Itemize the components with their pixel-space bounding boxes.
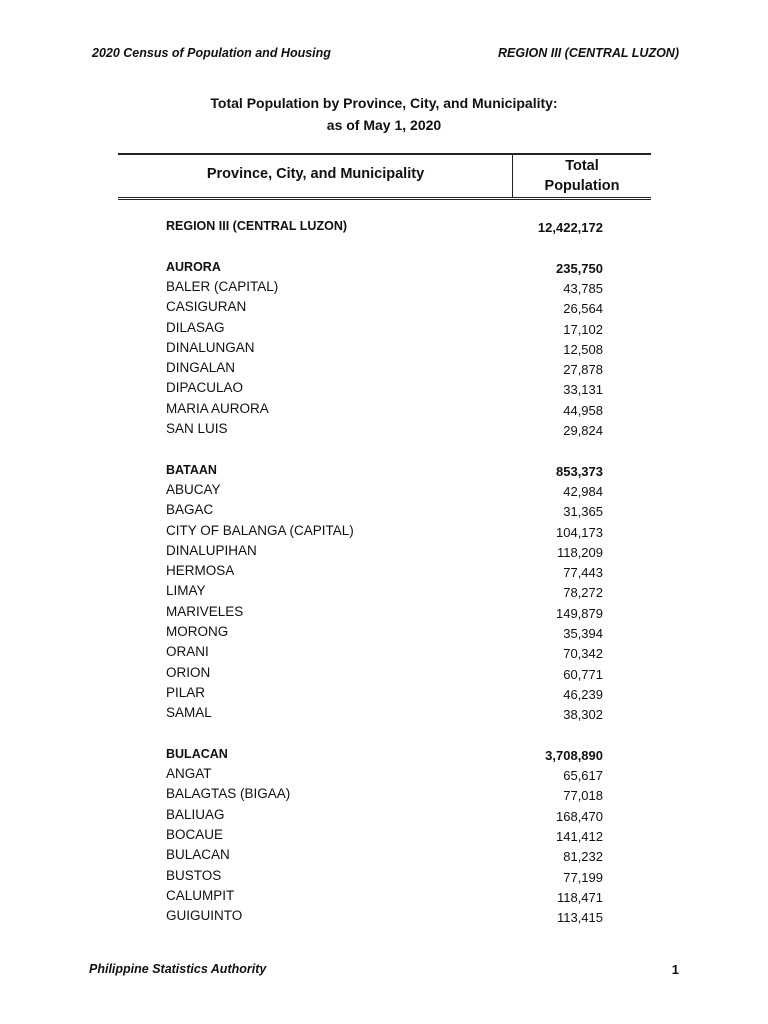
running-header-left: 2020 Census of Population and Housing — [92, 46, 331, 60]
area-name: DIPACULAO — [166, 380, 244, 396]
area-name: GUIGUINTO — [166, 908, 243, 924]
population-value: 42,984 — [563, 483, 603, 499]
area-name: CITY OF BALANGA (CAPITAL) — [166, 522, 354, 538]
population-value: 33,131 — [563, 382, 603, 398]
municipality-row — [166, 807, 603, 825]
municipality-row — [166, 360, 603, 378]
column-header-population-line2: Population — [544, 178, 620, 194]
municipality-row — [166, 401, 603, 419]
province-row — [166, 259, 603, 277]
municipality-row — [166, 685, 603, 703]
column-header-population — [513, 156, 651, 196]
area-name: ORANI — [166, 644, 209, 660]
table-subtitle: as of May 1, 2020 — [326, 117, 442, 133]
area-name: BATAAN — [166, 462, 217, 477]
area-name: CASIGURAN — [166, 299, 247, 315]
area-name: SAMAL — [166, 705, 212, 721]
municipality-row — [166, 380, 603, 398]
municipality-row — [166, 705, 603, 723]
population-value: 77,199 — [563, 869, 603, 885]
area-name: DINGALAN — [166, 360, 236, 376]
municipality-row — [166, 583, 603, 601]
municipality-row — [166, 563, 603, 581]
municipality-row — [166, 320, 603, 338]
population-value: 104,173 — [556, 524, 603, 540]
population-value: 65,617 — [563, 768, 603, 784]
population-value: 70,342 — [563, 646, 603, 662]
municipality-row — [166, 523, 603, 541]
area-name: CALUMPIT — [166, 887, 235, 903]
area-name: DILASAG — [166, 319, 225, 335]
population-value: 38,302 — [563, 707, 603, 723]
population-value: 168,470 — [556, 808, 603, 824]
area-name: BUSTOS — [166, 867, 222, 883]
municipality-row — [166, 299, 603, 317]
population-value: 118,471 — [556, 889, 603, 905]
municipality-row — [166, 502, 603, 520]
municipality-row — [166, 888, 603, 906]
population-value: 78,272 — [563, 585, 603, 601]
population-value: 81,232 — [563, 849, 603, 865]
municipality-row — [166, 766, 603, 784]
municipality-row — [166, 421, 603, 439]
area-name: SAN LUIS — [166, 421, 228, 436]
area-name: PILAR — [166, 684, 206, 700]
area-name: ORION — [166, 664, 211, 680]
area-name: BALER (CAPITAL) — [166, 278, 279, 294]
population-value: 43,785 — [563, 280, 603, 296]
area-name: REGION III (CENTRAL LUZON) — [166, 219, 348, 233]
footer-agency: Philippine Statistics Authority — [89, 962, 267, 976]
column-header-population-line1: Total — [565, 158, 599, 174]
population-value: 60,771 — [563, 666, 603, 682]
area-name: HERMOSA — [166, 563, 235, 579]
region-total-row — [166, 218, 603, 236]
area-name: DINALUPIHAN — [166, 542, 257, 558]
area-name: LIMAY — [166, 583, 206, 599]
population-value: 29,824 — [563, 423, 603, 438]
population-value: 35,394 — [563, 626, 603, 641]
area-name: MORONG — [166, 624, 229, 639]
population-value: 31,365 — [563, 504, 603, 520]
municipality-row — [166, 624, 603, 642]
province-row — [166, 746, 603, 764]
table-header — [118, 153, 651, 200]
municipality-row — [166, 543, 603, 561]
population-value: 17,102 — [563, 321, 603, 337]
province-row — [166, 462, 603, 480]
municipality-row — [166, 482, 603, 500]
population-value: 3,708,890 — [545, 747, 603, 763]
municipality-row — [166, 604, 603, 622]
municipality-row — [166, 340, 603, 358]
municipality-row — [166, 847, 603, 865]
municipality-row — [166, 665, 603, 683]
population-value: 27,878 — [563, 362, 603, 378]
population-value: 118,209 — [556, 544, 603, 560]
population-value: 113,415 — [556, 910, 603, 926]
population-value: 77,443 — [563, 565, 603, 581]
area-name: BULACAN — [166, 847, 230, 863]
municipality-row — [166, 644, 603, 662]
population-value: 26,564 — [563, 301, 603, 317]
population-value: 235,750 — [556, 260, 603, 276]
population-value: 12,508 — [563, 341, 603, 357]
area-name: BOCAUE — [166, 827, 224, 842]
municipality-row — [166, 827, 603, 845]
running-header-right: REGION III (CENTRAL LUZON) — [497, 46, 679, 60]
municipality-row — [166, 868, 603, 886]
table-title: Total Population by Province, City, and Municipality: — [210, 95, 558, 111]
area-name: DINALUNGAN — [166, 339, 255, 355]
municipality-row — [166, 908, 603, 926]
area-name: BALIUAG — [166, 806, 225, 822]
area-name: MARIVELES — [166, 603, 244, 619]
area-name: BALAGTAS (BIGAA) — [166, 786, 291, 802]
area-name: AURORA — [166, 259, 221, 274]
population-value: 141,412 — [556, 829, 603, 844]
area-name: MARIA AURORA — [166, 400, 269, 416]
population-value: 853,373 — [556, 463, 603, 479]
area-name: BAGAC — [166, 502, 214, 518]
population-value: 12,422,172 — [537, 220, 603, 235]
page-number: 1 — [671, 962, 679, 977]
area-name: BULACAN — [166, 746, 228, 761]
population-value: 149,879 — [556, 605, 603, 621]
area-name: ANGAT — [166, 766, 212, 782]
population-value: 77,018 — [563, 788, 603, 804]
municipality-row — [166, 279, 603, 297]
population-value: 46,239 — [563, 686, 603, 702]
column-header-area: Province, City, and Municipality — [206, 166, 425, 182]
area-name: ABUCAY — [166, 481, 221, 497]
population-value: 44,958 — [563, 402, 603, 418]
municipality-row — [166, 786, 603, 804]
